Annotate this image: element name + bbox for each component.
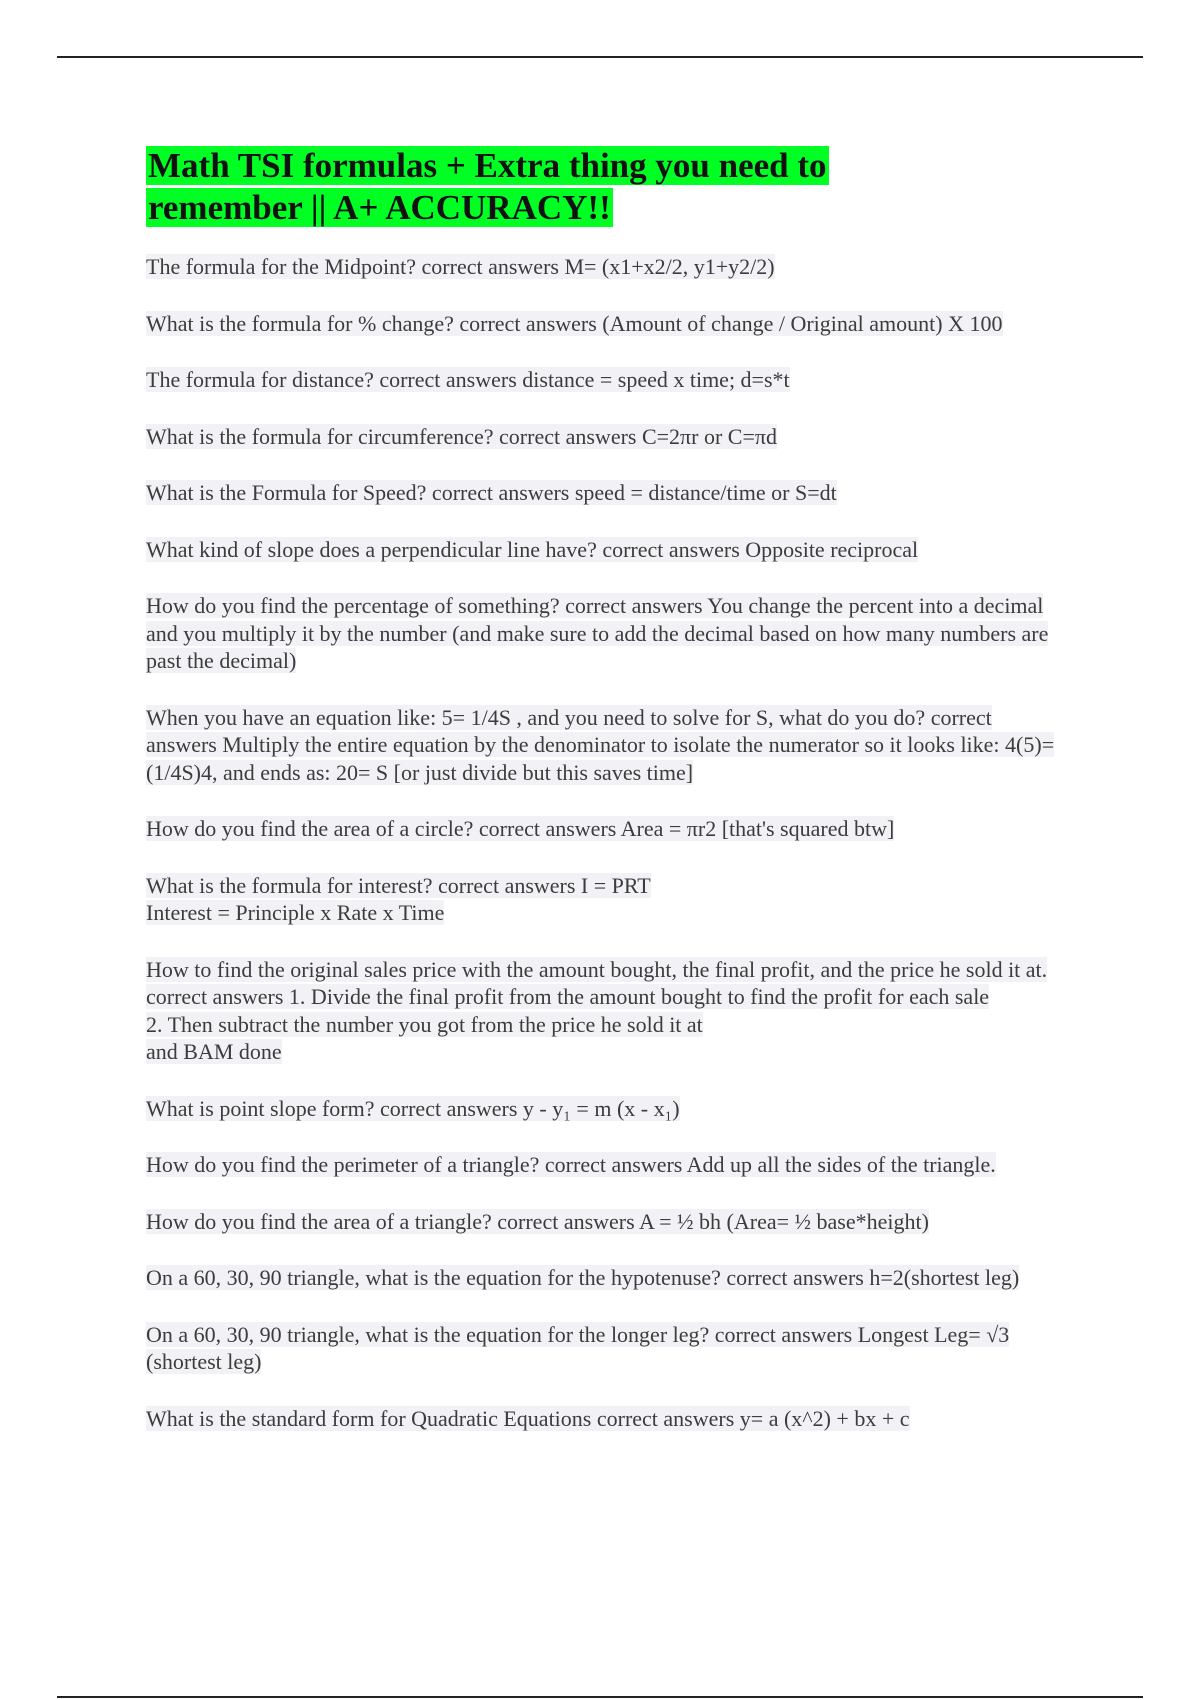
qa-item [146,704,1066,787]
qa-text: What is the formula for interest? correct answers I = PRT Interest = Principle x Rate x Time [146,872,651,925]
qa-text: The formula for distance? correct answers distance = speed x time; d=s*t [146,367,790,392]
qa-item [146,1405,1066,1433]
qa-item [146,479,1066,507]
qa-text: On a 60, 30, 90 triangle, what is the equation for the longer leg? correct answers Longest Leg= √3 (shortest leg) [146,1321,1010,1374]
qa-list [146,253,1066,1432]
qa-text: What kind of slope does a perpendicular line have? correct answers Opposite reciprocal [146,536,919,562]
qa-text: The formula for the Midpoint? correct answers M= (x1+x2/2, y1+y2/2) [146,254,775,279]
qa-text: What is the standard form for Quadratic Equations correct answers y= a (x^2) + bx + c [146,1405,910,1431]
qa-text: What is point slope form? correct answers y - y₁ = m (x - x₁) [146,1095,680,1121]
qa-item [146,1095,1066,1123]
qa-item [146,1208,1066,1236]
qa-text: What is the Formula for Speed? correct answers speed = distance/time or S=dt [146,480,837,505]
qa-item [146,1321,1066,1376]
top-rule [57,56,1143,58]
qa-text: What is the formula for circumference? correct answers C=2πr or C=πd [146,423,777,449]
qa-item [146,536,1066,564]
qa-text: What is the formula for % change? correct answers (Amount of change / Original amount) X 100 [146,310,1003,336]
bottom-rule [57,1696,1143,1698]
qa-item [146,1151,1066,1179]
qa-item [146,366,1066,394]
qa-text: How do you find the area of a circle? correct answers Area = πr2 [that's squared btw] [146,816,895,841]
qa-text: On a 60, 30, 90 triangle, what is the equation for the hypotenuse? correct answers h=2(shortest leg) [146,1265,1020,1290]
qa-item [146,592,1066,675]
qa-item [146,423,1066,451]
qa-text: How do you find the perimeter of a triangle? correct answers Add up all the sides of the triangle. [146,1152,996,1177]
title-highlight: Math TSI formulas + Extra thing you need to remember || A+ ACCURACY!! [148,146,827,227]
qa-item [146,253,1066,281]
qa-text: When you have an equation like: 5= 1/4S , and you need to solve for S, what do you do? correct answers Multiply the entire equation by the denominator to isolate the numerator so it looks like: 4(5)= (1/4S)4, and ends as: 20= S [or just divide but this saves time] [146,704,1055,785]
document-body [146,145,1066,1461]
qa-item [146,1264,1066,1292]
qa-item [146,872,1066,927]
document-title [146,145,886,229]
qa-item [146,815,1066,843]
qa-text: How to find the original sales price with the amount bought, the final profit, and the price he sold it at. correct answers 1. Divide the final profit from the amount bought to find the profit for each sale 2. Then subtract the number you got from the price he sold it at and BAM done [146,956,1048,1064]
qa-text: How do you find the area of a triangle? correct answers A = ½ bh (Area= ½ base*height) [146,1208,929,1234]
qa-item [146,956,1066,1066]
qa-item [146,310,1066,338]
qa-text: How do you find the percentage of something? correct answers You change the percent into a decimal and you multiply it by the number (and make sure to add the decimal based on how many numbers are past the decimal) [146,593,1049,673]
